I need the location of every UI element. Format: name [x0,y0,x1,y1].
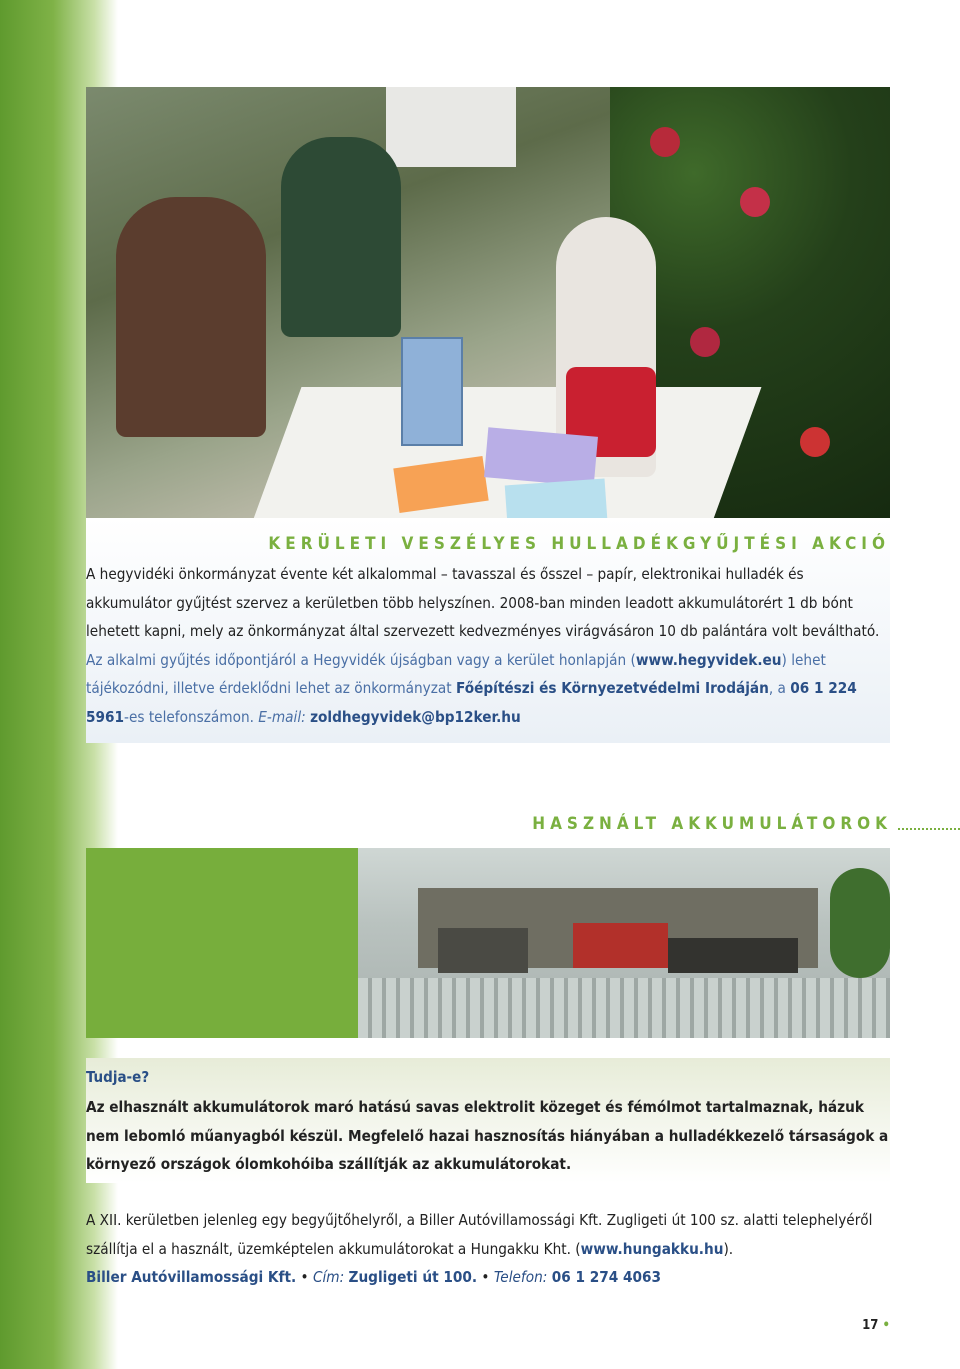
email-link[interactable]: zoldhegyvidek@bp12ker.hu [310,707,521,726]
section-title-batteries: HASZNÁLT AKKUMULÁTOROK [532,814,892,834]
info-text: Az alkalmi gyűjtés időpontjáról a Hegyvidék újságban vagy a kerület honlapján (www.hegyvidek.eu) lehet tájékozódni, illetve érdeklődni lehet az önkormányzat Főépítészi és Környezetvédelmi Irodáján, a 06 1 224 5961-es telefonszámon. E-mail: zoldhegyvidek@bp12ker.hu [86,650,857,726]
phone-number: 06 1 224 5961 [86,679,857,726]
collection-point-paragraph: A XII. kerületben jelenleg egy begyűjtőhelyről, a Biller Autóvillamossági Kft. Zugligeti út 100 sz. alatti telephelyéről szállítja el a használt, üzemképtelen akkumulátorokat a Hungakku Kht. (www.hungakku.hu). Biller Autóvillamossági Kft. • Cím: Zugligeti út 100. • Telefon: 06 1 274 4063 [86,1211,873,1286]
company-name: Biller Autóvillamossági Kft. [86,1268,297,1286]
title-divider [898,828,960,830]
intro-paragraph: A hegyvidéki önkormányzat évente két alkalommal – tavasszal és ősszel – papír, elektronikai hulladék és akkumulátor gyűjtést szervez a kerületben több helyszínen. 2008-ban minden leadott akkumulátorért 1 db bónt lehetett kapni, mely az önkormányzat által szervezett kedvezményes virágvásáron 10 db palántára volt beváltható. Az alkalmi gyűjtés időpontjáról a Hegyvidék újságban vagy a kerület honlapján (www.hegyvidek.eu) lehet tájékozódni, illetve érdeklődni lehet az önkormányzat Főépítészi és Környezetvédelmi Irodáján, a 06 1 224 5961-es telefonszámon. E-mail: zoldhegyvidek@bp12ker.hu [86,565,880,726]
telephone: 06 1 274 4063 [551,1268,662,1286]
did-you-know-heading: Tudja-e? [86,1068,150,1086]
section-title-collection: KERÜLETI VESZÉLYES HULLADÉKGYŰJTÉSI AKCIÓ [268,534,890,554]
battery-container-photo [86,848,890,1038]
page-number: 17 • [862,1318,890,1333]
collection-event-photo [86,87,890,518]
address: Zugligeti út 100. [348,1268,478,1286]
fact-paragraph: Az elhasznált akkumulátorok maró hatású savas elektrolit közeget és fémólmot tartalmaznak, házuk nem lebomló műanyagból készül. Megfelelő hazai hasznosítás hiányában a hulladékkezelő társaságok a környező országok ólomkohóiba szállítják az akkumulátorokat. [86,1098,889,1173]
office-name: Főépítészi és Környezetvédelmi Irodáján [455,679,769,697]
website-link[interactable]: www.hegyvidek.eu [635,650,782,669]
hungakku-link[interactable]: www.hungakku.hu [580,1239,724,1258]
